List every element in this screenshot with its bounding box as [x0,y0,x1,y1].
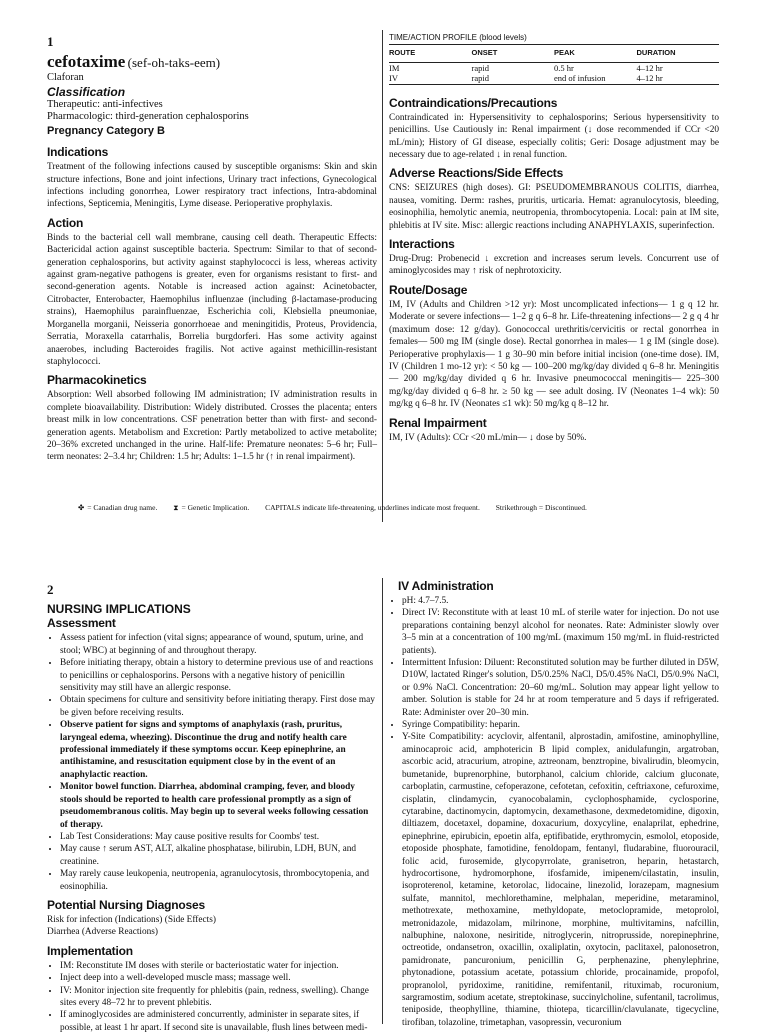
contraindications-heading: Contraindications/Precautions [389,95,558,110]
legend [78,503,758,513]
pharmacokinetics-text: Absorption: Well absorbed following IM administration; IV administration results in complete bioavailability. Distribution: Widely distributed. Crosses the placenta; enters breast milk in low concentrations. CSF penetration better than with first- and second-generation agents. Metabolism and Excretion: Partly metabolized to active metabolite; 20–36% excreted unchanged in the urine. Half-life: Premature neonates: 5–6 hr; Full–term neonates: 2–3.4 hr; Children: 1.5 hr; Adults: 1–1.5 hr (↑ in renal impairment). [47,390,377,463]
list-item: • Obtain specimens for culture and sensitivity before initiating therapy. First dose may be given before receiving results. [60,694,377,719]
therapeutic-class: Therapeutic: anti-infectives [47,98,163,110]
drug-title [47,52,377,71]
assessment-heading: Assessment [47,616,116,631]
list-item: • IV: Monitor injection site frequently for phlebitis (pain, redness, swelling). Change sites every 48–72 hr to prevent phlebitis. [60,985,377,1010]
page1-left-column [47,54,377,464]
action-text: Binds to the bacterial cell wall membrane, causing cell death. Therapeutic Effects: Bactericidal action against susceptible bacteria. Spectrum: Similar to that of second-generation cephalosporins, but activity against staphylococci is less, whereas activity against gram-negative pathogens is greater, even for organisms resistant to first- and second-generation agents. Notable is increased action against: Acinetobacter, Citrobacter, Enterobacter, Haemophilus influenzae (including β-lactamase-producing strains), Haemophilus parainfluenzae, Escherichia coli, Klebsiella pneumoniae, Morganella morganii, Neisseria gonorrhoeae and meningitidis, Proteus, Providencia, Serratia, Moraxella catarrhalis, Borrelia burgdorferi. Has some activity against anaerobes, including Bacteroides fragilis. Not active against methicillin-resistant staphylococci. [47,232,377,367]
page1-column-divider [382,30,383,522]
tap-cell: 4–12 hr [636,73,663,84]
page2-right-column [389,579,719,1028]
list-item: • pH: 4.7–7.5. [402,595,719,607]
list-item: • Lab Test Considerations: May cause positive results for Coombs' test. [60,831,377,843]
diagnoses-heading: Potential Nursing Diagnoses [47,897,205,912]
adverse-reactions-text: CNS: SEIZURES (high doses). GI: PSEUDOMEMBRANOUS COLITIS, diarrhea, nausea, vomiting. Derm: rashes, pruritis, urticaria. Hemat: agranulocytosis, bleeding, eosinophilia, hemolytic anemia, neutropenia, thrombocytopenia. Local: pain at IM site, phlebitis at IV site. Misc: allergic reactions including ANAPHYLAXIS, superinfection. [389,183,719,231]
contraindications-text: Contraindicated in: Hypersensitivity to cephalosporins; Serious hypersensitivity to penicillins. Use Cautiously in: Renal impairment (↓ dose recommended if CCr <20 mL/min); History of GI disease, especially colitis; Geri: Dosage adjustment may be necessary due to age-related ↓ in renal function. [389,112,719,161]
tap-header-peak: PEAK [554,45,637,62]
implementation-list [47,960,377,1034]
nursing-implications-title: NURSING IMPLICATIONS [47,602,191,616]
route-dosage-text: IM, IV (Adults and Children >12 yr): Most uncomplicated infections— 1 g q 12 hr. Moderate or severe infections— 1–2 g q 6–8 hr. Life-threatening infections— 2 g q 4 hr (maximum dose: 12 g/day). Gonococcal urethritis/cervicitis or rectal gonorrhea in females— 500 mg IM (single dose). Rectal gonorrhea in males— 1 g IM (single dose). Perioperative prophylaxis— 1 g 30–90 min before initial incision (one-time dose). IM, IV (Children 1 mo-12 yr): < 50 kg — 100–200 mg/kg/day divided q 6–8 hr. Meningitis— 200 mg/kg/day divided q 6 hr. Invasive pneumococcal meningitis— 225–300 mg/kg/day divided q 6–8 hr. ≥ 50 kg — see adult dosing. IV (Neonates 1–4 wk): 50 mg/kg q 6–8 hr. IV (Neonates ≤1 wk): 50 mg/kg q 8–12 hr. [389,299,719,410]
assessment-list [47,632,377,893]
page-number-1: 1 [47,34,54,49]
tap-cell: rapid [471,62,489,73]
tap-cell: rapid [471,73,489,84]
drug-name: cefotaxime [47,52,126,71]
list-item: • Monitor bowel function. Diarrhea, abdominal cramping, fever, and bloody stools should be reported to health care professional promptly as a sign of pseudomembranous colitis. May begin up to several weeks following cessation of therapy. [60,781,377,831]
tap-header-route: ROUTE [389,45,472,62]
list-item: • May cause ↑ serum AST, ALT, alkaline phosphatase, bilirubin, LDH, BUN, and creatinine. [60,843,377,868]
list-item: • Assess patient for infection (vital signs; appearance of wound, sputum, urine, and stool; WBC) at beginning of and throughout therapy. [60,632,377,657]
tap-cell: IM [389,62,400,73]
interactions-heading: Interactions [389,237,455,252]
legend-canadian: ✤ = Canadian drug name. [78,503,158,512]
indications-text: Treatment of the following infections caused by susceptible organisms: Skin and skin structure infections, Bone and joint infections, Urinary tract infections, Gynecological infections including gonorrhea, Lower respiratory tract infections, Intra-abdominal infections, Septicemia, Meningitis, Lyme disease. Perioperative prophylaxis. [47,162,377,210]
list-item: • Syringe Compatibility: heparin. [402,719,719,731]
page-number-2: 2 [47,582,54,597]
tap-header-onset: ONSET [472,45,555,62]
tap-cell: 4–12 hr [636,62,663,73]
page2-left-column [47,602,377,1033]
tap-cell: IV [389,73,398,84]
legend-strikethrough: Strikethrough = Discontinued. [495,503,587,512]
pregnancy-category: Pregnancy Category B [47,124,165,137]
pharmacologic-class: Pharmacologic: third-generation cephalosporins [47,110,249,122]
list-item: • Y-Site Compatibility: acyclovir, alfentanil, alprostadin, amifostine, aminophylline, aminocaproic acid, amphotericin B lipid complex, anidulafungin, argatroban, ascorbic acid, atracurium, atropine, aztreonam, benztropine, bivalirudin, bleomycin, bumetanide, buprenorphine, butorphanol, calcium chloride, calcium gluconate, carboplatin, carmustine, cefoperazone, cefotetan, cefoxitin, ceftriaxone, cefuroxime, cisplatin, clindamycin, cyanocobalamin, cyclophosphamide, cyclosporine, cytarabine, dactinomycin, daptomycin, dexamethasone, dexmedetomidine, digoxin, diltiazem, docetaxel, dopamine, doxacurium, doxycyline, enalaprilat, ephedrine, epinephrine, epirubicin, epoetin alfa, eptifibatide, erythromycin, esmolol, etoposide, etoposide phosphate, famotidine, fenoldopam, fentanyl, fludarabine, fluorouracil, folic acid, furosemide, glycopyrrolate, granisetron, heparin, hetastarch, hydrocortisone, hydromorphone, ifosfamide, imipenem/cilastatin, insulin, isoproterenol, ketamine, ketorolac, lidocaine, linezolid, lorazepam, magnesium sulfate, mannitol, mechlorethamine, melphalan, meperidine, metaraminol, methotrexate, methoxamine, methyldopate, metoclopramide, metoprolol, metronidazole, midazolam, milrinone, morphine, multivitamins, nafcillin, nalbuphine, naloxone, nesiritide, nitroglycerin, nitroprusside, norepinephrine, octreotide, ondansetron, oxacillin, oxaliplatin, oxytocin, paclitaxel, palonosetron, pamidronate, pancuronium, penicillin G, perphenazine, phenylephrine, phytonadione, potassium acetate, potassium chloride, procainamide, propofol, propranolol, pyridoxime, ranitidine, remifentanil, rituximab, rocuronium, sargramostim, sodium acetate, streptokinase, succinylcholine, sufentanil, tacrolimus, teniposide, theophylline, thiamine, thiotepa, ticarcillin/clavulanate, tigecycline, tirofiban, tolazoline, trimetaphan, vasopressin, vecuronium [402,731,719,1029]
legend-genetic: ⧗ = Genetic Implication. [173,503,250,512]
list-item: • Intermittent Infusion: Diluent: Reconstituted solution may be further diluted in D5W, D10W, lactated Ringer's solution, D5/0.25% NaCl, D5/0.45% NaCl, D5/0.9% NaCl, or 0.9% NaCl. Concentration: 20–60 mg/mL. Solution may appear light yellow to amber. Solution is stable for 24 hr at room temperature and 5 days if refrigerated. Rate: Administer over 20–30 min. [402,657,719,719]
time-action-table [389,44,719,84]
iv-administration-heading: IV Administration [398,579,494,593]
list-item: • Before initiating therapy, obtain a history to determine previous use of and reactions to penicillins or cephalosporins. Persons with a negative history of penicillin sensitivity may still have an allergic response. [60,657,377,694]
drug-pronunciation: (sef-oh-taks-eem) [127,55,221,70]
maple-leaf-icon: ✤ [78,503,85,512]
pharmacokinetics-heading: Pharmacokinetics [47,373,147,388]
route-dosage-heading: Route/Dosage [389,282,468,297]
adverse-reactions-heading: Adverse Reactions/Side Effects [389,166,564,181]
dna-icon: ⧗ [173,503,179,512]
classification-heading: Classification [47,85,126,100]
list-item: • If aminoglycosides are administered concurrently, administer in separate sites, if possible, at least 1 hr apart. If second site is unavailable, flush lines between medi- [60,1009,377,1034]
renal-impairment-heading: Renal Impairment [389,415,487,430]
table-row [389,73,719,84]
legend-capitals: CAPITALS indicate life-threatening, underlines indicate most frequent. [265,503,480,512]
iv-administration-list [389,595,719,1029]
action-heading: Action [47,215,84,230]
list-item: • May rarely cause leukopenia, neutropenia, agranulocytosis, thrombocytopenia, and eosinophilia. [60,868,377,893]
diagnosis-item: Diarrhea (Adverse Reactions) [47,927,158,938]
list-item: • Inject deep into a well-developed muscle mass; massage well. [60,972,377,984]
tap-cell: 0.5 hr [554,62,574,73]
renal-impairment-text: IM, IV (Adults): CCr <20 mL/min— ↓ dose by 50%. [389,432,587,443]
list-item: • Observe patient for signs and symptoms of anaphylaxis (rash, pruritus, laryngeal edema, wheezing). Discontinue the drug and notify health care professional immediately if these symptoms occur. Keep epinephrine, an antihistamine, and resuscitation equipment close by in the event of an anaphylactic reaction. [60,719,377,781]
implementation-heading: Implementation [47,943,133,958]
brand-name: Claforan [47,72,84,84]
interactions-text: Drug-Drug: Probenecid ↓ excretion and increases serum levels. Concurrent use of aminoglycosides may ↑ risk of nephrotoxicity. [389,254,719,277]
indications-heading: Indications [47,145,109,160]
page2-column-divider [382,578,383,1024]
tap-header-duration: DURATION [637,45,720,62]
page1-right-column [389,32,719,444]
tap-title: TIME/ACTION PROFILE (blood levels) [389,33,527,42]
list-item: • Direct IV: Reconstitute with at least 10 mL of sterile water for injection. Do not use preparations containing benzyl alcohol for neonates. Rate: Administer slowly over 3–5 min at a concentration of 100 mg/mL (maximum 150 mg/mL in fluid-restricted patients). [402,607,719,657]
table-row [389,62,719,73]
list-item: • IM: Reconstitute IM doses with sterile or bacteriostatic water for injection. [60,960,377,972]
diagnosis-item: Risk for infection (Indications) (Side Effects) [47,914,216,925]
tap-cell: end of infusion [554,73,606,84]
